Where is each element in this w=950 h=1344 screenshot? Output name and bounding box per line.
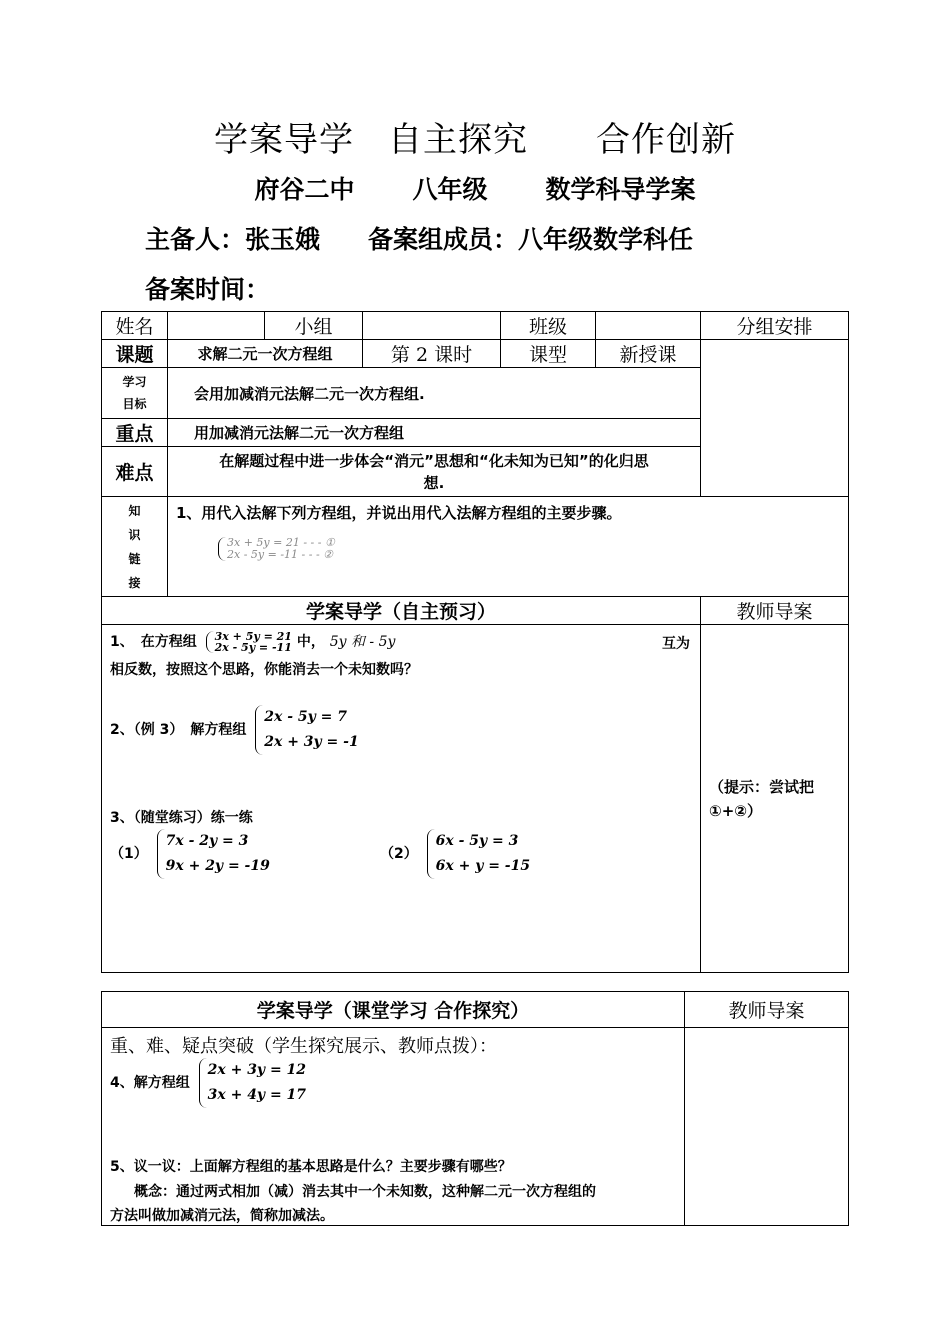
q3b-label: （2） [380, 846, 418, 862]
q3a [110, 829, 270, 879]
class-input[interactable] [596, 312, 701, 340]
topic-label: 课题 [102, 340, 168, 368]
explore-teacher-header: 教师导案 [685, 992, 849, 1028]
explore-content [102, 1028, 685, 1226]
key-value: 用加减消元法解二元一次方程组 [168, 419, 701, 447]
q3a-eq-2: 9x + 2y = -19 [165, 858, 270, 874]
team-members: 备案组成员：八年级数学科任 [368, 225, 694, 254]
q3a-eq-1: 7x - 2y = 3 [165, 833, 249, 849]
q3-title: 3、（随堂练习）练一练 [110, 810, 253, 826]
difficulty-value [168, 447, 701, 497]
q3b [380, 829, 530, 879]
grouping-label: 分组安排 [701, 312, 849, 340]
title-part-1: 学案导学 [214, 120, 354, 160]
key-label: 重点 [102, 419, 168, 447]
link-eq-2: 2x - 5y = -11 - - - ② [227, 548, 334, 561]
preview-teacher-notes [701, 625, 849, 973]
page-title [0, 112, 950, 161]
grade: 八年级 [412, 175, 488, 204]
preparer-line [145, 220, 693, 256]
q4-equation-system [199, 1058, 306, 1108]
q2-eq-2: 2x + 3y = -1 [264, 734, 359, 750]
goal-label [102, 368, 168, 419]
difficulty-line1: 在解题过程中进一步体会“消元”思想和“化未知为已知”的化归思 [219, 451, 649, 470]
q1-eq-2: 2x - 5y = -11 [214, 641, 292, 654]
q1-terms: 5y 和 - 5y [329, 634, 396, 650]
page-subtitle [0, 170, 950, 206]
type-value: 新授课 [596, 340, 701, 368]
group-input[interactable] [363, 312, 501, 340]
q1-line2: 相反数，按照这个思路，你能消去一个未知数吗？ [110, 662, 418, 678]
q5: 5、议一议：上面解方程组的基本思路是什么？主要步骤有哪些？ [110, 1159, 512, 1175]
topic-value: 求解二元一次方程组 [168, 340, 363, 368]
preview-content [102, 625, 701, 973]
title-part-3: 合作创新 [596, 120, 736, 160]
q2 [110, 705, 359, 755]
q1-line1 [110, 631, 395, 653]
q3a-label: （1） [110, 846, 148, 862]
q4 [110, 1058, 306, 1108]
q1-mid: 中， [296, 634, 325, 650]
name-input[interactable] [168, 312, 265, 340]
link-label [102, 497, 168, 597]
link-equation-system [218, 537, 335, 561]
explore-table [101, 991, 849, 1226]
q2-prefix: 2、（例 3） 解方程组 [110, 722, 247, 738]
type-label: 课型 [501, 340, 596, 368]
q4-prefix: 4、解方程组 [110, 1075, 190, 1091]
name-label: 姓名 [102, 312, 168, 340]
class-label: 班级 [501, 312, 596, 340]
q3b-equation-system [427, 829, 530, 879]
q4-eq-1: 2x + 3y = 12 [207, 1062, 307, 1078]
preparer: 主备人：张玉娥 [145, 225, 321, 254]
link-char-4: 接 [128, 575, 141, 590]
link-content [168, 497, 849, 597]
link-char-3: 链 [128, 551, 141, 566]
grouping-area [701, 340, 849, 497]
q1-eq-1: 3x + 5y = 21 [214, 630, 292, 643]
q2-equation-system [255, 705, 358, 755]
preview-teacher-header: 教师导案 [701, 597, 849, 625]
link-char-2: 识 [128, 527, 141, 542]
goal-label-line1: 学习 [122, 375, 147, 389]
lesson-number: 第 2 课时 [363, 340, 501, 368]
q2-eq-1: 2x - 5y = 7 [264, 709, 347, 725]
subject: 数学科导学案 [545, 175, 696, 204]
difficulty-label: 难点 [102, 447, 168, 497]
q4-eq-2: 3x + 4y = 17 [207, 1087, 307, 1103]
explore-header: 学案导学（课堂学习 合作探究） [102, 992, 685, 1028]
link-question: 1、用代入法解下列方程组，并说出用代入法解方程组的主要步骤。 [176, 504, 622, 522]
q3b-eq-1: 6x - 5y = 3 [435, 833, 519, 849]
preview-header: 学案导学（自主预习） [102, 597, 701, 625]
time-line [145, 270, 270, 306]
link-eq-1: 3x + 5y = 21 - - - ① [227, 536, 335, 549]
concept-line1: 概念：通过两式相加（减）消去其中一个未知数，这种解二元一次方程组的 [134, 1184, 596, 1200]
q1-equation-system [206, 631, 292, 653]
q1-end: 互为 [662, 636, 690, 652]
q3b-eq-2: 6x + y = -15 [435, 858, 531, 874]
teacher-hint [709, 775, 814, 823]
teacher-hint-line1: （提示：尝试把 [709, 778, 815, 796]
goal-value: 会用加减消元法解二元一次方程组. [168, 368, 701, 419]
explore-teacher-notes [685, 1028, 849, 1226]
school-name: 府谷二中 [254, 175, 355, 204]
q1-prefix: 1、 在方程组 [110, 634, 197, 650]
link-char-1: 知 [128, 503, 141, 518]
time-label: 备案时间： [145, 275, 271, 304]
concept [110, 1180, 680, 1228]
q3a-equation-system [157, 829, 270, 879]
goal-label-line2: 目标 [122, 397, 147, 411]
teacher-hint-line2: ①+②） [709, 802, 762, 820]
difficulty-line2: 想. [423, 473, 445, 492]
explore-intro: 重、难、疑点突破（学生探究展示、教师点拨）： [110, 1036, 497, 1057]
group-label: 小组 [265, 312, 363, 340]
info-table [101, 311, 849, 973]
title-part-2: 自主探究 [388, 120, 528, 160]
concept-line2: 方法叫做加减消元法，简称加减法。 [110, 1208, 334, 1224]
